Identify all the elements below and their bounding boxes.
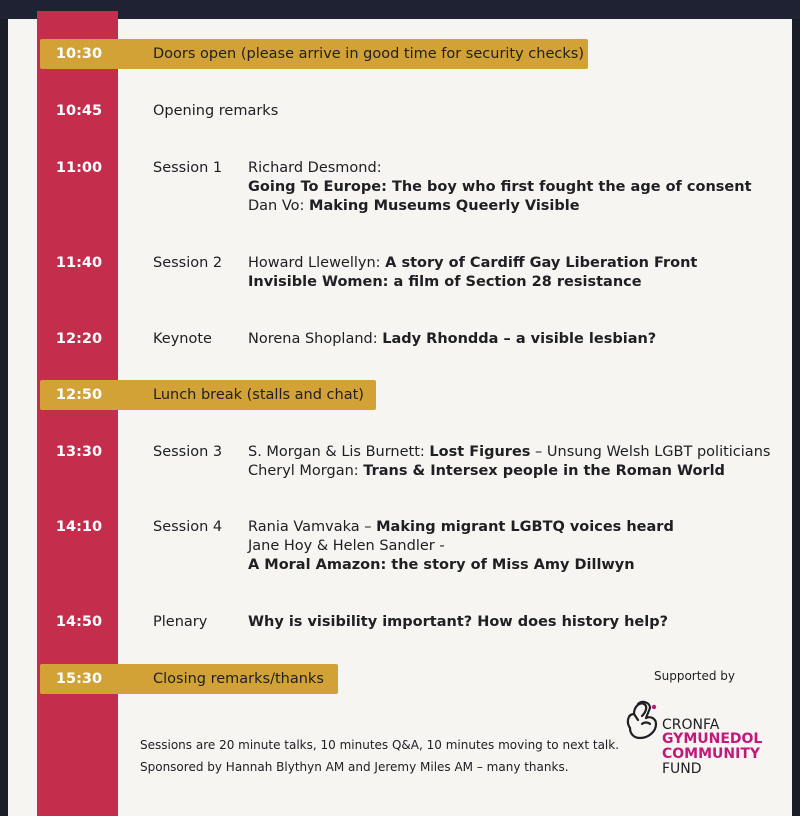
- time-column-bar: [37, 11, 118, 816]
- talk-line: S. Morgan & Lis Burnett: Lost Figures – Unsung Welsh LGBT politicians: [248, 444, 771, 460]
- logo-text-community: COMMUNITY: [662, 746, 761, 762]
- slot-label: Session 2: [153, 255, 223, 271]
- time-slot: 14:50: [55, 614, 103, 630]
- backdrop: [0, 0, 800, 19]
- slot-label: Lunch break (stalls and chat): [153, 387, 364, 403]
- time-slot: 14:10: [55, 519, 103, 535]
- talk-line: Richard Desmond:: [248, 160, 382, 176]
- slot-label: Session 1: [153, 160, 223, 176]
- crossed-fingers-icon: [620, 698, 666, 744]
- time-slot: 15:30: [55, 671, 103, 687]
- time-slot: 10:45: [55, 103, 103, 119]
- time-slot: 11:00: [55, 160, 103, 176]
- footer-note-sponsors: Sponsored by Hannah Blythyn AM and Jeremy Miles AM – many thanks.: [140, 760, 569, 774]
- talk-line: A Moral Amazon: the story of Miss Amy Dillwyn: [248, 557, 635, 573]
- logo-text-gymunedol: GYMUNEDOL: [662, 731, 763, 747]
- logo-text-fund: FUND: [662, 761, 702, 777]
- talk-line: Rania Vamvaka – Making migrant LGBTQ voices heard: [248, 519, 674, 535]
- talk-line: Howard Llewellyn: A story of Cardiff Gay Liberation Front: [248, 255, 698, 271]
- slot-label: Plenary: [153, 614, 208, 630]
- talk-line: Cheryl Morgan: Trans & Intersex people in the Roman World: [248, 463, 725, 479]
- time-slot: 13:30: [55, 444, 103, 460]
- slot-label: Keynote: [153, 331, 212, 347]
- programme-sheet: [8, 19, 792, 816]
- slot-label: Session 4: [153, 519, 223, 535]
- time-slot: 11:40: [55, 255, 103, 271]
- time-slot: 12:50: [55, 387, 103, 403]
- talk-line: Dan Vo: Making Museums Queerly Visible: [248, 198, 580, 214]
- talk-line: Going To Europe: The boy who first fought the age of consent: [248, 179, 752, 195]
- talk-line: Why is visibility important? How does history help?: [248, 614, 668, 630]
- slot-label: Closing remarks/thanks: [153, 671, 324, 687]
- talk-line: Norena Shopland: Lady Rhondda – a visible lesbian?: [248, 331, 657, 347]
- slot-label: Session 3: [153, 444, 223, 460]
- slot-label: Opening remarks: [153, 103, 279, 119]
- talk-line: Invisible Women: a film of Section 28 resistance: [248, 274, 642, 290]
- logo-text-cronfa: CRONFA: [662, 717, 720, 733]
- time-slot: 10:30: [55, 46, 103, 62]
- talk-line: Jane Hoy & Helen Sandler -: [248, 538, 445, 554]
- supported-by-label: Supported by: [654, 669, 735, 683]
- slot-label: Doors open (please arrive in good time for security checks): [153, 46, 584, 62]
- time-slot: 12:20: [55, 331, 103, 347]
- footer-note-sessions: Sessions are 20 minute talks, 10 minutes Q&A, 10 minutes moving to next talk.: [140, 738, 620, 752]
